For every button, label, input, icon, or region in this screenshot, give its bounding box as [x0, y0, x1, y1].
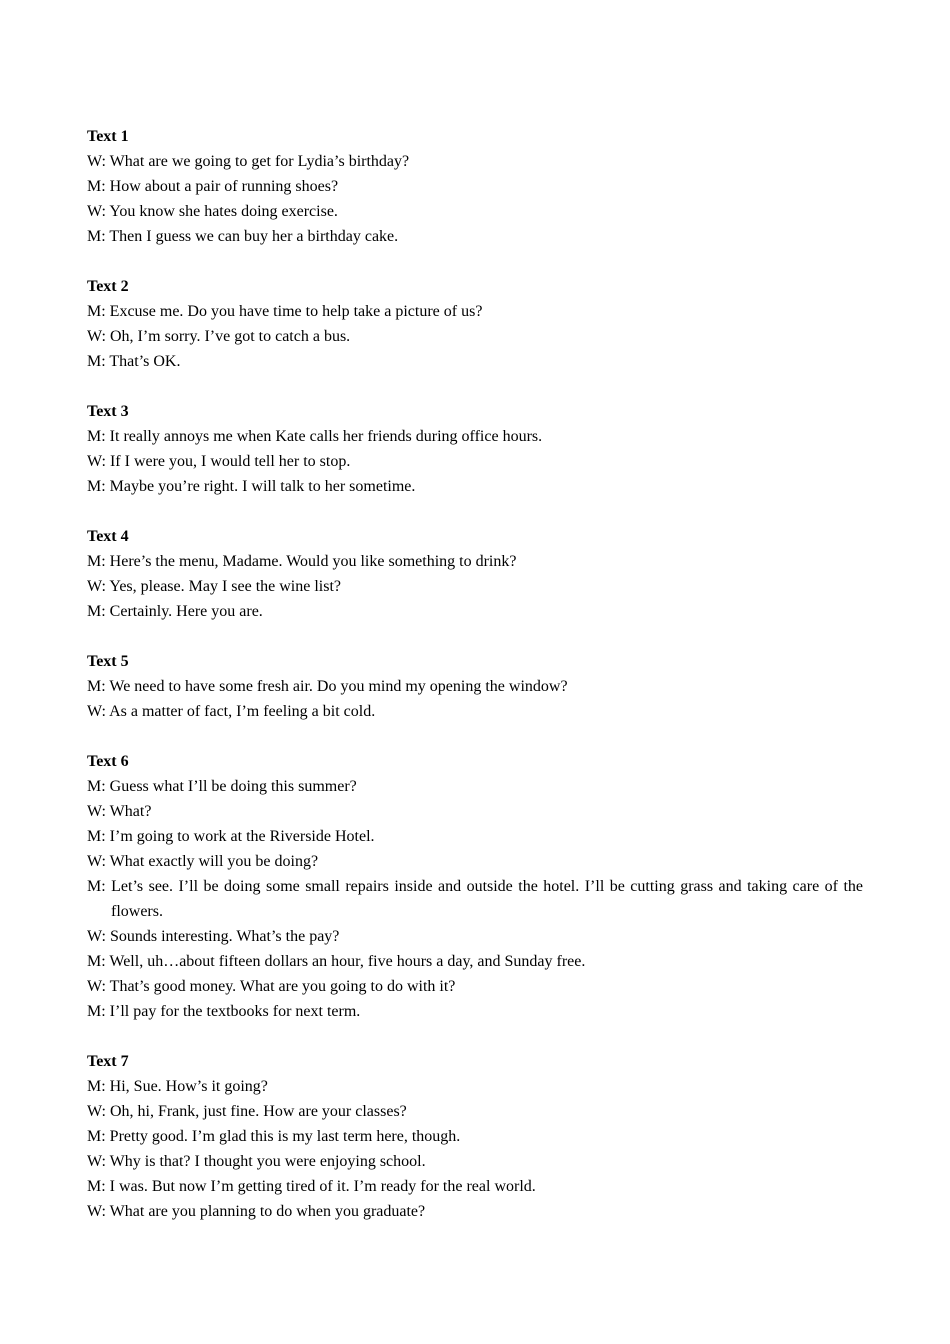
dialogue-line: M: Let’s see. I’ll be doing some small repairs inside and outside the hotel. I’ll be cutting grass and taking care of the flowers. [87, 878, 863, 920]
section-heading: Text 5 [87, 653, 129, 670]
dialogue-line: M: Hi, Sue. How’s it going? [87, 1078, 268, 1095]
section-heading: Text 1 [87, 128, 129, 145]
dialogue-line: W: What? [87, 803, 152, 820]
dialogue-line: M: I’m going to work at the Riverside Hotel. [87, 828, 375, 845]
dialogue-line: M: Pretty good. I’m glad this is my last term here, though. [87, 1128, 461, 1145]
dialogue-line: M: How about a pair of running shoes? [87, 178, 339, 195]
section-heading: Text 2 [87, 278, 129, 295]
text-1-section [87, 124, 863, 249]
document-page [87, 124, 863, 1249]
dialogue-line: W: That’s good money. What are you going to do with it? [87, 978, 456, 995]
dialogue-line: M: I’ll pay for the textbooks for next term. [87, 1003, 361, 1020]
dialogue-line: M: Then I guess we can buy her a birthday cake. [87, 228, 399, 245]
dialogue-line: W: Why is that? I thought you were enjoying school. [87, 1153, 426, 1170]
dialogue-line: W: Sounds interesting. What’s the pay? [87, 928, 340, 945]
section-heading: Text 7 [87, 1053, 129, 1070]
dialogue-line: W: You know she hates doing exercise. [87, 203, 338, 220]
dialogue-line: M: Maybe you’re right. I will talk to her sometime. [87, 478, 416, 495]
dialogue-line: W: Oh, hi, Frank, just fine. How are your classes? [87, 1103, 407, 1120]
dialogue-line: W: What exactly will you be doing? [87, 853, 319, 870]
dialogue-line: W: As a matter of fact, I’m feeling a bit cold. [87, 703, 376, 720]
dialogue-line: M: It really annoys me when Kate calls her friends during office hours. [87, 428, 543, 445]
section-heading: Text 4 [87, 528, 129, 545]
text-7-section [87, 1049, 863, 1224]
dialogue-line: W: Yes, please. May I see the wine list? [87, 578, 342, 595]
dialogue-line: W: Oh, I’m sorry. I’ve got to catch a bus. [87, 328, 351, 345]
text-3-section [87, 399, 863, 499]
dialogue-line: M: That’s OK. [87, 353, 181, 370]
dialogue-line: W: What are we going to get for Lydia’s birthday? [87, 153, 410, 170]
dialogue-line: M: Excuse me. Do you have time to help take a picture of us? [87, 303, 483, 320]
dialogue-line: W: What are you planning to do when you graduate? [87, 1203, 426, 1220]
dialogue-line: M: Well, uh…about fifteen dollars an hour, five hours a day, and Sunday free. [87, 953, 586, 970]
text-4-section [87, 524, 863, 624]
dialogue-line: M: Guess what I’ll be doing this summer? [87, 778, 357, 795]
text-2-section [87, 274, 863, 374]
text-6-section [87, 749, 863, 1024]
section-heading: Text 6 [87, 753, 129, 770]
dialogue-line: M: Here’s the menu, Madame. Would you like something to drink? [87, 553, 517, 570]
dialogue-line: M: Certainly. Here you are. [87, 603, 263, 620]
section-heading: Text 3 [87, 403, 129, 420]
text-5-section [87, 649, 863, 724]
dialogue-line: M: We need to have some fresh air. Do you mind my opening the window? [87, 678, 568, 695]
dialogue-line: W: If I were you, I would tell her to stop. [87, 453, 351, 470]
dialogue-line: M: I was. But now I’m getting tired of it. I’m ready for the real world. [87, 1178, 536, 1195]
